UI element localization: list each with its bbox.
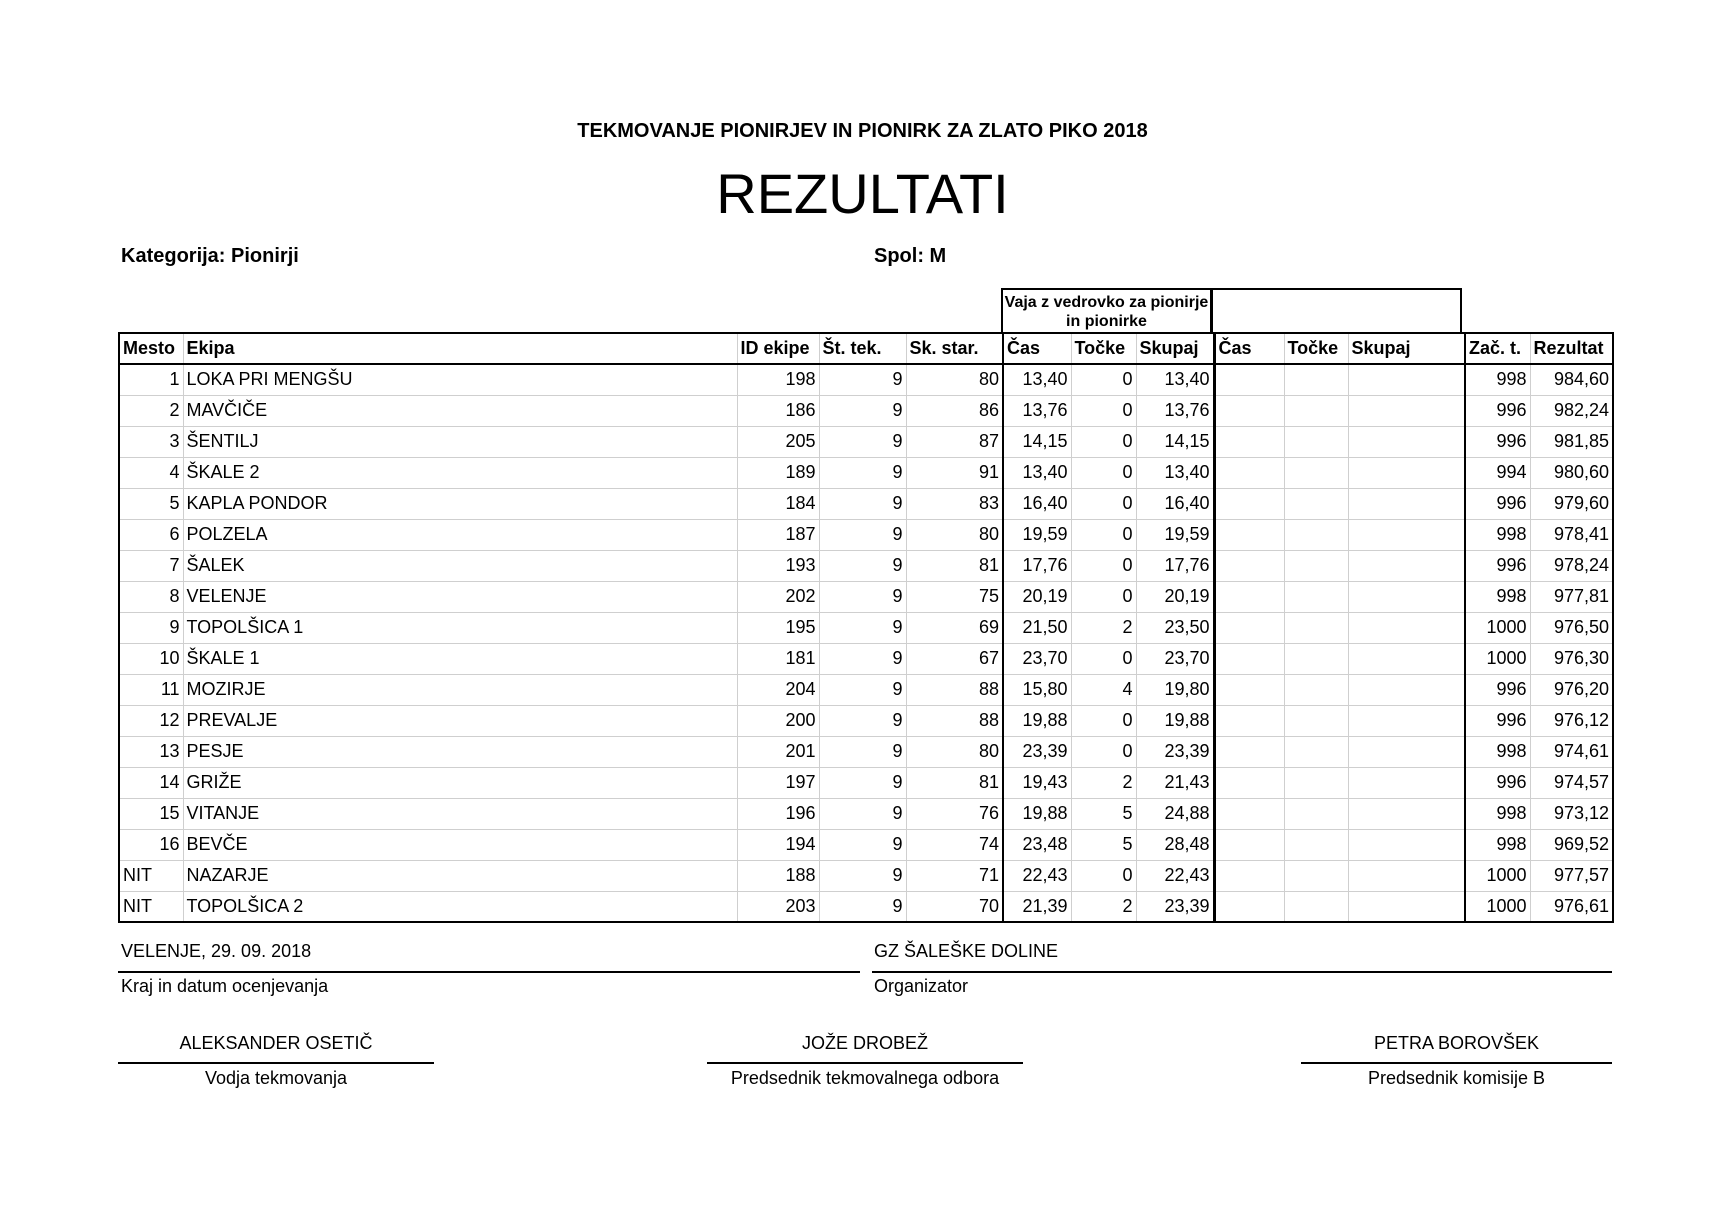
cell-st-tek: 9 xyxy=(819,519,906,550)
cell-cas-2 xyxy=(1214,364,1284,395)
cell-ekipa: ŠALEK xyxy=(183,550,737,581)
cell-rezultat: 978,24 xyxy=(1530,550,1613,581)
table-row xyxy=(119,395,1613,426)
organizer-caption: Organizator xyxy=(874,976,969,996)
cell-skupaj: 22,43 xyxy=(1136,860,1214,891)
cell-tocke: 0 xyxy=(1071,581,1136,612)
cell-rezultat: 981,85 xyxy=(1530,426,1613,457)
table-row xyxy=(119,581,1613,612)
cell-cas-2 xyxy=(1214,395,1284,426)
cell-tocke: 5 xyxy=(1071,829,1136,860)
cell-ekipa: TOPOLŠICA 2 xyxy=(183,891,737,922)
cell-skupaj-2 xyxy=(1348,643,1465,674)
cell-sk-star: 71 xyxy=(906,860,1003,891)
cell-sk-star: 80 xyxy=(906,364,1003,395)
cell-st-tek: 9 xyxy=(819,829,906,860)
cell-zac-t: 998 xyxy=(1465,519,1530,550)
table-row xyxy=(119,612,1613,643)
cell-skupaj: 14,15 xyxy=(1136,426,1214,457)
cell-ekipa: KAPLA PONDOR xyxy=(183,488,737,519)
gender-label: Spol: M xyxy=(874,245,947,267)
cell-id: 197 xyxy=(737,767,819,798)
cell-cas-2 xyxy=(1214,488,1284,519)
cell-sk-star: 76 xyxy=(906,798,1003,829)
cell-skupaj-2 xyxy=(1348,798,1465,829)
cell-st-tek: 9 xyxy=(819,581,906,612)
cell-cas-2 xyxy=(1214,736,1284,767)
cell-skupaj-2 xyxy=(1348,891,1465,922)
cell-id: 181 xyxy=(737,643,819,674)
cell-skupaj: 19,80 xyxy=(1136,674,1214,705)
cell-ekipa: NAZARJE xyxy=(183,860,737,891)
cell-rezultat: 984,60 xyxy=(1530,364,1613,395)
table-row xyxy=(119,860,1613,891)
col-header-skupaj: Skupaj xyxy=(1136,333,1214,364)
cell-skupaj: 13,40 xyxy=(1136,364,1214,395)
cell-rezultat: 982,24 xyxy=(1530,395,1613,426)
cell-rezultat: 977,57 xyxy=(1530,860,1613,891)
cell-zac-t: 996 xyxy=(1465,488,1530,519)
cell-skupaj-2 xyxy=(1348,457,1465,488)
cell-skupaj-2 xyxy=(1348,395,1465,426)
cell-tocke: 0 xyxy=(1071,364,1136,395)
cell-zac-t: 998 xyxy=(1465,829,1530,860)
cell-ekipa: ŠENTILJ xyxy=(183,426,737,457)
cell-skupaj-2 xyxy=(1348,519,1465,550)
cell-cas: 13,40 xyxy=(1003,364,1071,395)
cell-zac-t: 1000 xyxy=(1465,643,1530,674)
cell-st-tek: 9 xyxy=(819,674,906,705)
cell-skupaj-2 xyxy=(1348,705,1465,736)
cell-mesto: 10 xyxy=(119,643,183,674)
cell-skupaj: 21,43 xyxy=(1136,767,1214,798)
cell-sk-star: 87 xyxy=(906,426,1003,457)
table-row xyxy=(119,674,1613,705)
page-title: REZULTATI xyxy=(716,162,1009,225)
col-header-tocke: Točke xyxy=(1071,333,1136,364)
cell-tocke: 5 xyxy=(1071,798,1136,829)
cell-sk-star: 67 xyxy=(906,643,1003,674)
results-table xyxy=(118,332,1614,923)
organizer-value: GZ ŠALEŠKE DOLINE xyxy=(874,941,1059,961)
cell-cas: 23,70 xyxy=(1003,643,1071,674)
cell-rezultat: 969,52 xyxy=(1530,829,1613,860)
cell-tocke: 2 xyxy=(1071,612,1136,643)
cell-skupaj: 23,50 xyxy=(1136,612,1214,643)
cell-cas: 21,39 xyxy=(1003,891,1071,922)
cell-tocke-2 xyxy=(1284,395,1348,426)
cell-mesto: 1 xyxy=(119,364,183,395)
cell-tocke: 2 xyxy=(1071,891,1136,922)
cell-zac-t: 996 xyxy=(1465,674,1530,705)
cell-cas: 23,48 xyxy=(1003,829,1071,860)
cell-st-tek: 9 xyxy=(819,426,906,457)
cell-cas: 19,43 xyxy=(1003,767,1071,798)
cell-cas: 19,88 xyxy=(1003,705,1071,736)
table-row xyxy=(119,488,1613,519)
cell-cas-2 xyxy=(1214,891,1284,922)
cell-rezultat: 976,20 xyxy=(1530,674,1613,705)
cell-cas: 22,43 xyxy=(1003,860,1071,891)
cell-cas-2 xyxy=(1214,457,1284,488)
cell-tocke-2 xyxy=(1284,488,1348,519)
cell-skupaj-2 xyxy=(1348,488,1465,519)
place-date-line xyxy=(118,971,860,973)
signature-role-committee-chair: Predsednik komisije B xyxy=(1367,1068,1546,1088)
cell-tocke-2 xyxy=(1284,705,1348,736)
signature-line-committee-chair xyxy=(1301,1062,1612,1064)
cell-skupaj-2 xyxy=(1348,550,1465,581)
cell-zac-t: 996 xyxy=(1465,426,1530,457)
cell-skupaj-2 xyxy=(1348,581,1465,612)
cell-rezultat: 979,60 xyxy=(1530,488,1613,519)
cell-tocke-2 xyxy=(1284,519,1348,550)
cell-zac-t: 1000 xyxy=(1465,891,1530,922)
cell-mesto: 6 xyxy=(119,519,183,550)
cell-skupaj-2 xyxy=(1348,829,1465,860)
cell-id: 198 xyxy=(737,364,819,395)
cell-tocke-2 xyxy=(1284,829,1348,860)
cell-tocke: 0 xyxy=(1071,395,1136,426)
cell-tocke-2 xyxy=(1284,643,1348,674)
cell-id: 189 xyxy=(737,457,819,488)
cell-id: 195 xyxy=(737,612,819,643)
cell-zac-t: 1000 xyxy=(1465,612,1530,643)
col-header-tocke-2: Točke xyxy=(1284,333,1348,364)
cell-rezultat: 978,41 xyxy=(1530,519,1613,550)
cell-tocke: 0 xyxy=(1071,457,1136,488)
cell-ekipa: MOZIRJE xyxy=(183,674,737,705)
cell-cas: 23,39 xyxy=(1003,736,1071,767)
place-date-value: VELENJE, 29. 09. 2018 xyxy=(121,941,312,961)
col-header-cas: Čas xyxy=(1003,333,1071,364)
cell-zac-t: 1000 xyxy=(1465,860,1530,891)
table-header-row xyxy=(119,333,1613,364)
cell-mesto: 3 xyxy=(119,426,183,457)
cell-cas-2 xyxy=(1214,519,1284,550)
cell-cas: 13,76 xyxy=(1003,395,1071,426)
cell-st-tek: 9 xyxy=(819,457,906,488)
cell-mesto: 2 xyxy=(119,395,183,426)
cell-st-tek: 9 xyxy=(819,488,906,519)
cell-skupaj: 13,76 xyxy=(1136,395,1214,426)
col-header-ekipa: Ekipa xyxy=(183,333,737,364)
cell-id: 203 xyxy=(737,891,819,922)
cell-sk-star: 69 xyxy=(906,612,1003,643)
cell-id: 201 xyxy=(737,736,819,767)
cell-tocke-2 xyxy=(1284,674,1348,705)
cell-skupaj-2 xyxy=(1348,364,1465,395)
table-row xyxy=(119,829,1613,860)
cell-id: 186 xyxy=(737,395,819,426)
cell-cas: 13,40 xyxy=(1003,457,1071,488)
cell-cas: 15,80 xyxy=(1003,674,1071,705)
cell-mesto: 7 xyxy=(119,550,183,581)
cell-cas: 17,76 xyxy=(1003,550,1071,581)
cell-tocke: 0 xyxy=(1071,488,1136,519)
cell-id: 200 xyxy=(737,705,819,736)
cell-cas: 20,19 xyxy=(1003,581,1071,612)
cell-cas-2 xyxy=(1214,767,1284,798)
cell-st-tek: 9 xyxy=(819,798,906,829)
cell-skupaj: 23,70 xyxy=(1136,643,1214,674)
cell-tocke-2 xyxy=(1284,767,1348,798)
cell-ekipa: ŠKALE 1 xyxy=(183,643,737,674)
cell-tocke-2 xyxy=(1284,736,1348,767)
cell-cas-2 xyxy=(1214,860,1284,891)
cell-tocke: 2 xyxy=(1071,767,1136,798)
cell-skupaj: 17,76 xyxy=(1136,550,1214,581)
cell-st-tek: 9 xyxy=(819,395,906,426)
place-date-caption: Kraj in datum ocenjevanja xyxy=(121,976,329,996)
cell-mesto: 11 xyxy=(119,674,183,705)
signature-line-board-chair xyxy=(707,1062,1023,1064)
organizer-line xyxy=(872,971,1612,973)
col-header-skupaj-2: Skupaj xyxy=(1348,333,1465,364)
cell-id: 187 xyxy=(737,519,819,550)
cell-rezultat: 980,60 xyxy=(1530,457,1613,488)
cell-skupaj: 13,40 xyxy=(1136,457,1214,488)
event-title: TEKMOVANJE PIONIRJEV IN PIONIRK ZA ZLATO PIKO 2018 xyxy=(577,120,1148,142)
cell-cas: 14,15 xyxy=(1003,426,1071,457)
cell-zac-t: 998 xyxy=(1465,581,1530,612)
cell-st-tek: 9 xyxy=(819,736,906,767)
cell-mesto: 5 xyxy=(119,488,183,519)
cell-ekipa: GRIŽE xyxy=(183,767,737,798)
cell-tocke: 0 xyxy=(1071,426,1136,457)
cell-cas: 19,59 xyxy=(1003,519,1071,550)
cell-id: 204 xyxy=(737,674,819,705)
cell-rezultat: 973,12 xyxy=(1530,798,1613,829)
cell-tocke-2 xyxy=(1284,891,1348,922)
cell-st-tek: 9 xyxy=(819,550,906,581)
cell-skupaj-2 xyxy=(1348,426,1465,457)
cell-id: 202 xyxy=(737,581,819,612)
cell-cas: 19,88 xyxy=(1003,798,1071,829)
cell-cas-2 xyxy=(1214,643,1284,674)
cell-sk-star: 86 xyxy=(906,395,1003,426)
cell-mesto: 14 xyxy=(119,767,183,798)
cell-mesto: 4 xyxy=(119,457,183,488)
cell-skupaj: 23,39 xyxy=(1136,736,1214,767)
cell-zac-t: 998 xyxy=(1465,798,1530,829)
table-row xyxy=(119,457,1613,488)
signature-line-leader xyxy=(118,1062,434,1064)
cell-cas-2 xyxy=(1214,426,1284,457)
signature-name-board-chair: JOŽE DROBEŽ xyxy=(801,1033,928,1053)
cell-zac-t: 998 xyxy=(1465,736,1530,767)
cell-tocke-2 xyxy=(1284,426,1348,457)
cell-mesto: NIT xyxy=(119,891,183,922)
cell-skupaj-2 xyxy=(1348,674,1465,705)
table-row xyxy=(119,643,1613,674)
cell-skupaj: 19,59 xyxy=(1136,519,1214,550)
cell-ekipa: PREVALJE xyxy=(183,705,737,736)
cell-rezultat: 974,57 xyxy=(1530,767,1613,798)
cell-sk-star: 75 xyxy=(906,581,1003,612)
cell-skupaj-2 xyxy=(1348,736,1465,767)
cell-sk-star: 88 xyxy=(906,705,1003,736)
col-header-sk-star: Sk. star. xyxy=(906,333,1003,364)
cell-mesto: 12 xyxy=(119,705,183,736)
table-row xyxy=(119,767,1613,798)
cell-skupaj: 20,19 xyxy=(1136,581,1214,612)
cell-ekipa: BEVČE xyxy=(183,829,737,860)
table-row xyxy=(119,550,1613,581)
cell-tocke: 4 xyxy=(1071,674,1136,705)
cell-skupaj: 23,39 xyxy=(1136,891,1214,922)
cell-tocke: 0 xyxy=(1071,550,1136,581)
cell-sk-star: 81 xyxy=(906,767,1003,798)
cell-id: 196 xyxy=(737,798,819,829)
cell-st-tek: 9 xyxy=(819,364,906,395)
cell-mesto: 8 xyxy=(119,581,183,612)
cell-tocke: 0 xyxy=(1071,705,1136,736)
cell-skupaj-2 xyxy=(1348,767,1465,798)
cell-sk-star: 88 xyxy=(906,674,1003,705)
cell-st-tek: 9 xyxy=(819,891,906,922)
cell-zac-t: 998 xyxy=(1465,364,1530,395)
cell-skupaj: 16,40 xyxy=(1136,488,1214,519)
table-row xyxy=(119,798,1613,829)
signature-name-committee-chair: PETRA BOROVŠEK xyxy=(1373,1033,1540,1053)
cell-sk-star: 91 xyxy=(906,457,1003,488)
cell-mesto: 13 xyxy=(119,736,183,767)
cell-st-tek: 9 xyxy=(819,705,906,736)
cell-sk-star: 74 xyxy=(906,829,1003,860)
cell-rezultat: 976,12 xyxy=(1530,705,1613,736)
col-header-zac-t: Zač. t. xyxy=(1465,333,1530,364)
cell-ekipa: PESJE xyxy=(183,736,737,767)
category-label: Kategorija: Pionirji xyxy=(121,245,299,267)
signature-role-leader: Vodja tekmovanja xyxy=(204,1068,348,1088)
cell-ekipa: LOKA PRI MENGŠU xyxy=(183,364,737,395)
cell-zac-t: 996 xyxy=(1465,550,1530,581)
cell-zac-t: 996 xyxy=(1465,767,1530,798)
col-header-id: ID ekipe xyxy=(737,333,819,364)
cell-rezultat: 976,50 xyxy=(1530,612,1613,643)
cell-tocke: 0 xyxy=(1071,860,1136,891)
cell-ekipa: MAVČIČE xyxy=(183,395,737,426)
cell-mesto: 16 xyxy=(119,829,183,860)
cell-st-tek: 9 xyxy=(819,860,906,891)
cell-cas: 21,50 xyxy=(1003,612,1071,643)
cell-cas-2 xyxy=(1214,829,1284,860)
cell-ekipa: POLZELA xyxy=(183,519,737,550)
cell-ekipa: ŠKALE 2 xyxy=(183,457,737,488)
cell-sk-star: 81 xyxy=(906,550,1003,581)
col-header-st-tek: Št. tek. xyxy=(819,333,906,364)
table-row xyxy=(119,736,1613,767)
cell-rezultat: 974,61 xyxy=(1530,736,1613,767)
cell-sk-star: 80 xyxy=(906,519,1003,550)
cell-tocke: 0 xyxy=(1071,643,1136,674)
cell-st-tek: 9 xyxy=(819,612,906,643)
second-group-header xyxy=(1211,288,1462,332)
cell-zac-t: 994 xyxy=(1465,457,1530,488)
cell-cas-2 xyxy=(1214,674,1284,705)
cell-tocke-2 xyxy=(1284,457,1348,488)
cell-zac-t: 996 xyxy=(1465,395,1530,426)
cell-tocke-2 xyxy=(1284,550,1348,581)
cell-ekipa: VELENJE xyxy=(183,581,737,612)
cell-mesto: 15 xyxy=(119,798,183,829)
table-row xyxy=(119,426,1613,457)
cell-id: 194 xyxy=(737,829,819,860)
cell-cas-2 xyxy=(1214,798,1284,829)
discipline-group-header: Vaja z vedrovko za pionirje in pionirke xyxy=(1001,288,1212,332)
cell-id: 193 xyxy=(737,550,819,581)
cell-sk-star: 70 xyxy=(906,891,1003,922)
cell-skupaj: 28,48 xyxy=(1136,829,1214,860)
cell-cas-2 xyxy=(1214,612,1284,643)
cell-cas-2 xyxy=(1214,550,1284,581)
signature-role-board-chair: Predsednik tekmovalnega odbora xyxy=(730,1068,1000,1088)
cell-skupaj-2 xyxy=(1348,612,1465,643)
cell-tocke-2 xyxy=(1284,612,1348,643)
cell-id: 184 xyxy=(737,488,819,519)
cell-cas-2 xyxy=(1214,705,1284,736)
table-row xyxy=(119,519,1613,550)
cell-cas: 16,40 xyxy=(1003,488,1071,519)
cell-skupaj: 19,88 xyxy=(1136,705,1214,736)
cell-tocke-2 xyxy=(1284,581,1348,612)
cell-mesto: NIT xyxy=(119,860,183,891)
table-row xyxy=(119,364,1613,395)
cell-tocke: 0 xyxy=(1071,519,1136,550)
cell-zac-t: 996 xyxy=(1465,705,1530,736)
cell-rezultat: 976,61 xyxy=(1530,891,1613,922)
cell-tocke: 0 xyxy=(1071,736,1136,767)
col-header-mesto: Mesto xyxy=(119,333,183,364)
col-header-cas-2: Čas xyxy=(1214,333,1284,364)
cell-st-tek: 9 xyxy=(819,767,906,798)
cell-id: 188 xyxy=(737,860,819,891)
cell-ekipa: VITANJE xyxy=(183,798,737,829)
cell-mesto: 9 xyxy=(119,612,183,643)
cell-tocke-2 xyxy=(1284,364,1348,395)
col-header-rezultat: Rezultat xyxy=(1530,333,1613,364)
cell-ekipa: TOPOLŠICA 1 xyxy=(183,612,737,643)
cell-rezultat: 977,81 xyxy=(1530,581,1613,612)
cell-st-tek: 9 xyxy=(819,643,906,674)
cell-id: 205 xyxy=(737,426,819,457)
cell-rezultat: 976,30 xyxy=(1530,643,1613,674)
cell-cas-2 xyxy=(1214,581,1284,612)
cell-sk-star: 80 xyxy=(906,736,1003,767)
cell-skupaj: 24,88 xyxy=(1136,798,1214,829)
cell-tocke-2 xyxy=(1284,798,1348,829)
cell-sk-star: 83 xyxy=(906,488,1003,519)
cell-tocke-2 xyxy=(1284,860,1348,891)
table-row xyxy=(119,705,1613,736)
cell-skupaj-2 xyxy=(1348,860,1465,891)
table-row xyxy=(119,891,1613,922)
signature-name-leader: ALEKSANDER OSETIČ xyxy=(179,1033,373,1053)
